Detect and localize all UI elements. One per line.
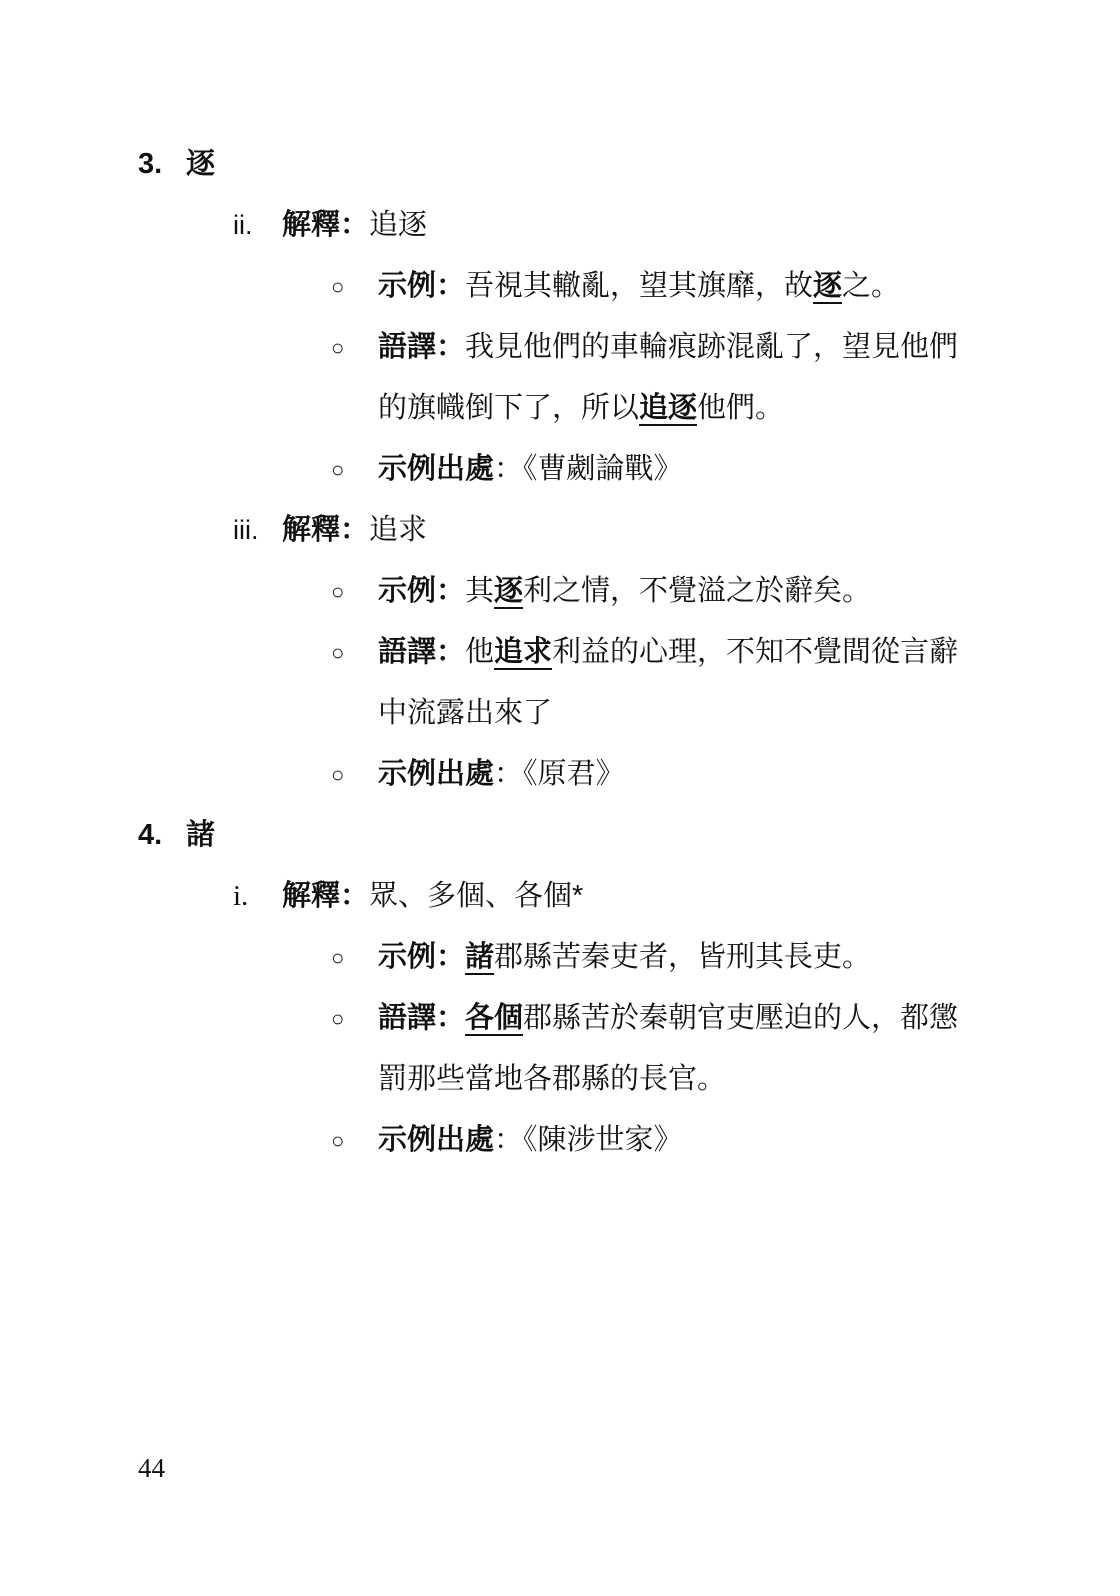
source-value: ：《原君》: [494, 758, 625, 790]
source-label: 示例出處: [378, 1124, 495, 1156]
translation-text: [378, 317, 962, 439]
definition-meaning: 眾、多個、各個*: [369, 880, 584, 912]
example-label: 示例：: [378, 941, 466, 973]
translation-before: 他: [465, 636, 495, 668]
page-number: 44: [138, 1453, 165, 1483]
example-highlight: 逐: [494, 575, 524, 607]
entry-number: 3.: [138, 148, 163, 180]
definition-label: 解釋：: [282, 514, 370, 546]
example-after: 郡縣苦秦吏者，皆刑其長吏。: [494, 941, 872, 973]
bullet-circle-icon: ○: [331, 335, 345, 360]
translation-text: [378, 988, 962, 1110]
example-after: 利之情，不覺溢之於辭矣。: [523, 575, 872, 607]
source-label: 示例出處: [378, 758, 495, 790]
definition-numeral: iii.: [233, 515, 259, 545]
definition-row: [138, 866, 998, 927]
translation-highlight: 追逐: [639, 392, 698, 424]
entry-heading: [138, 805, 998, 866]
translation-item: [138, 317, 998, 439]
source-value: ：《陳涉世家》: [494, 1124, 683, 1156]
bullet-circle-icon: ○: [331, 945, 345, 970]
translation-highlight: 追求: [494, 636, 553, 668]
bullet-circle-icon: ○: [331, 579, 345, 604]
translation-highlight: 各個: [465, 1002, 524, 1034]
entry-heading: [138, 134, 998, 195]
example-text: [378, 927, 962, 988]
translation-after: 利益的心理，不知不覺間從言辭中流露出來了: [378, 636, 959, 729]
example-label: 示例：: [378, 575, 466, 607]
example-item: [138, 927, 998, 988]
definition-numeral: i.: [233, 880, 249, 912]
definition-label: 解釋：: [282, 880, 370, 912]
example-after: 之。: [842, 270, 901, 302]
translation-before: 我見他們的車輪痕跡混亂了，望見他們的旗幟倒下了，所以: [378, 331, 959, 424]
document-page: [138, 134, 998, 1171]
source-text: [378, 1110, 962, 1171]
definition-meaning: 追求: [369, 514, 428, 546]
entry-character: 逐: [186, 148, 216, 180]
example-before: 其: [465, 575, 495, 607]
source-item: [138, 439, 998, 500]
source-item: [138, 1110, 998, 1171]
example-highlight: 逐: [813, 270, 843, 302]
source-value: ：《曹劌論戰》: [494, 453, 683, 485]
example-label: 示例：: [378, 270, 466, 302]
bullet-circle-icon: ○: [331, 1128, 345, 1153]
translation-label: 語譯：: [378, 1002, 466, 1034]
source-text: [378, 744, 962, 805]
translation-after: 郡縣苦於秦朝官吏壓迫的人，都懲罰那些當地各郡縣的長官。: [378, 1002, 959, 1095]
translation-label: 語譯：: [378, 636, 466, 668]
entry-number: 4.: [138, 819, 163, 851]
example-text: [378, 561, 962, 622]
translation-item: [138, 622, 998, 744]
bullet-circle-icon: ○: [331, 762, 345, 787]
translation-after: 他們。: [697, 392, 785, 424]
definition-row: [138, 500, 998, 561]
source-item: [138, 744, 998, 805]
example-highlight: 諸: [465, 941, 495, 973]
example-text: [378, 256, 962, 317]
entry-character: 諸: [186, 819, 216, 851]
definition-row: [138, 195, 998, 256]
bullet-circle-icon: ○: [331, 640, 345, 665]
translation-text: [378, 622, 962, 744]
bullet-circle-icon: ○: [331, 457, 345, 482]
bullet-circle-icon: ○: [331, 1006, 345, 1031]
example-item: [138, 561, 998, 622]
example-before: 吾視其轍亂，望其旗靡，故: [465, 270, 814, 302]
translation-item: [138, 988, 998, 1110]
definition-label: 解釋：: [282, 209, 370, 241]
definition-meaning: 追逐: [369, 209, 428, 241]
translation-label: 語譯：: [378, 331, 466, 363]
source-label: 示例出處: [378, 453, 495, 485]
example-item: [138, 256, 998, 317]
bullet-circle-icon: ○: [331, 274, 345, 299]
source-text: [378, 439, 962, 500]
definition-numeral: ii.: [233, 210, 253, 240]
